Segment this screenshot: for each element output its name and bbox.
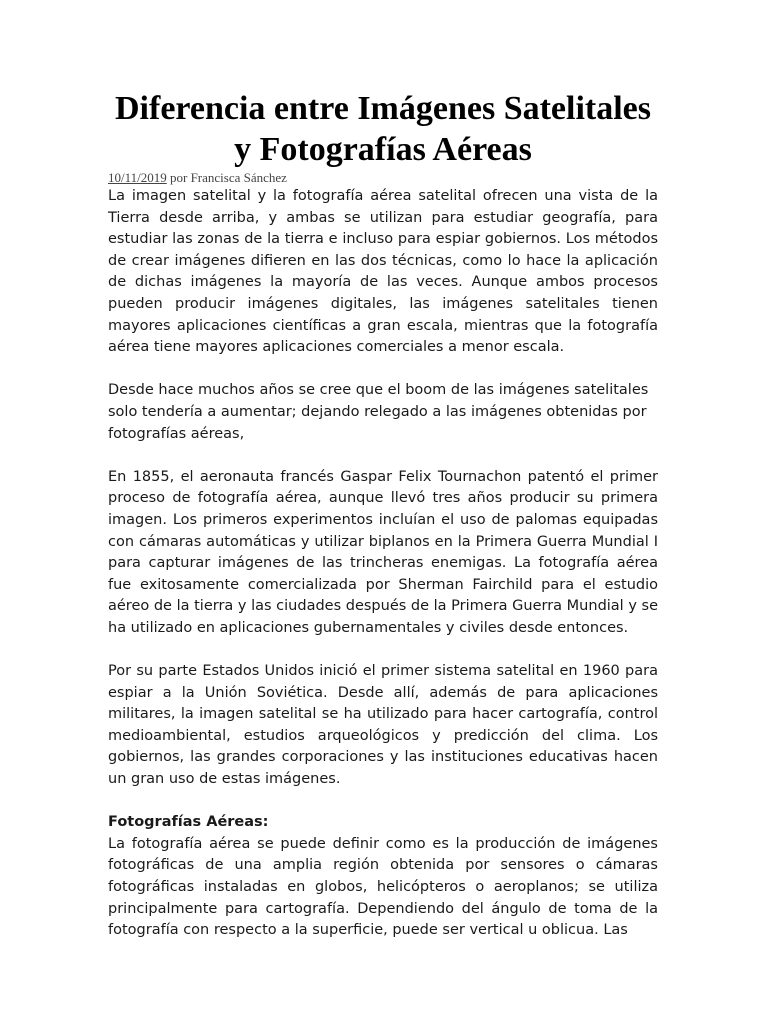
paragraph-intro: La imagen satelital y la fotografía aérea satelital ofrecen una vista de la Tierra desde arriba, y ambas se utilizan para estudiar geografía, para estudiar las zonas de la tierra e incluso para espiar gobiernos. Los métodos de crear imágenes difieren en las dos técnicas, como lo hace la aplicación de dichas imágenes la mayoría de las veces. Aunque ambos procesos pueden producir imágenes digitales, las imágenes satelitales tienen mayores aplicaciones científicas a gran escala, mientras que la fotografía aérea tiene mayores aplicaciones comerciales a menor escala. [108, 188, 658, 356]
paragraph-boom: Desde hace muchos años se cree que el boom de las imágenes satelitales solo tendería a aumentar; dejando relegado a las imágenes obtenidas por fotografías aéreas, [108, 382, 649, 442]
paragraph-aerial-definition: La fotografía aérea se puede definir como es la producción de imágenes fotográficas de una amplia región obtenida por sensores o cámaras fotográficas instaladas en globos, helicópteros o aeroplanos; se utiliza principalmente para cartografía. Dependiendo del ángulo de toma de la fotografía con respecto a la superficie, puede ser vertical u oblicua. Las [108, 835, 658, 939]
section-heading-aerial: Fotografías Aéreas: [108, 814, 269, 831]
paragraph-history-satellite: Por su parte Estados Unidos inició el primer sistema satelital en 1960 para espiar a la Unión Soviética. Desde allí, además de para aplicaciones militares, la imagen satelital se ha utilizado para hacer cartografía, control medioambiental, estudios arqueológicos y predicción del clima. Los gobiernos, las grandes corporaciones y las instituciones educativas hacen un gran uso de estas imágenes. [108, 663, 658, 788]
article-byline [108, 171, 658, 185]
article-date-link[interactable]: 10/11/2019 [108, 170, 167, 185]
article-title: Diferencia entre Imágenes Satelitales y Fotografías Aéreas [115, 90, 651, 168]
document-page [108, 0, 658, 942]
article-author: por Francisca Sánchez [166, 170, 287, 185]
paragraph-history-aerial: En 1855, el aeronauta francés Gaspar Felix Tournachon patentó el primer proceso de fotografía aérea, aunque llevó tres años producir su primera imagen. Los primeros experimentos incluían el uso de palomas equipadas con cámaras automáticas y utilizar biplanos en la Primera Guerra Mundial I para capturar imágenes de las trincheras enemigas. La fotografía aérea fue exitosamente comercializada por Sherman Fairchild para el estudio aéreo de la tierra y las ciudades después de la Primera Guerra Mundial y se ha utilizado en aplicaciones gubernamentales y civiles desde entonces. [108, 468, 658, 636]
